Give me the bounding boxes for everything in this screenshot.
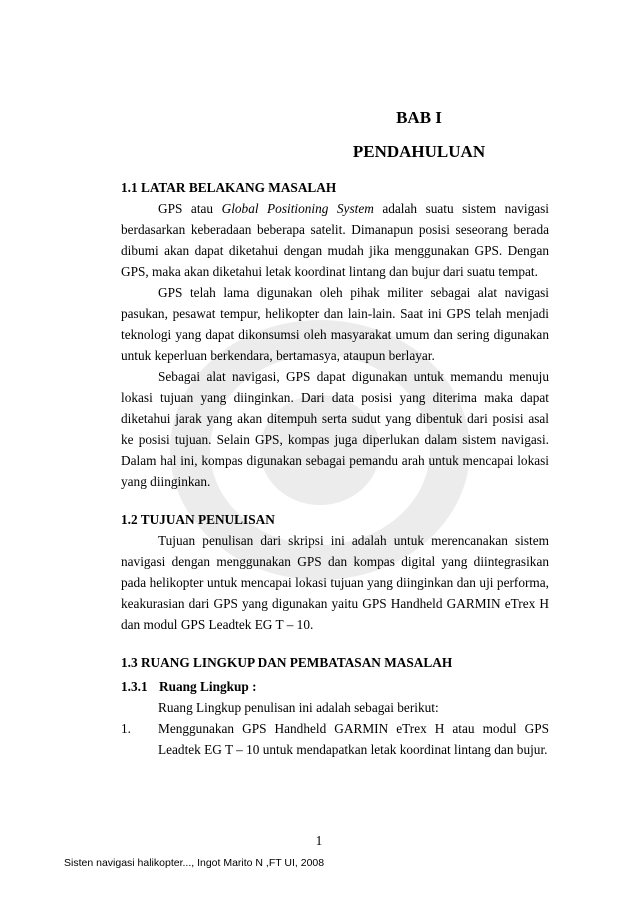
chapter-title: PENDAHULUAN [352,142,486,161]
paragraph: GPS telah lama digunakan oleh pihak militer sebagai alat navigasi pasukan, pesawat tempur, helikopter dan lain-lain. Saat ini GPS telah menjadi teknologi yang dapat dikonsumsi oleh masyarakat umum dan sering digunakan untuk keperluan berkendara, bertamasya, ataupun berlayar. [121,285,549,363]
section-heading: 1.1 LATAR BELAKANG MASALAH [121,180,337,195]
section-heading: 1.2 TUJUAN PENULISAN [121,512,275,527]
page-number: 1 [315,833,323,848]
subsection-heading: 1.3.1 Ruang Lingkup : [121,679,257,694]
document-body [121,178,549,760]
paragraph: GPS atau Global Positioning System adalah suatu sistem navigasi berdasarkan keberadaan beberapa satelit. Dimanapun posisi seseorang berada dibumi akan dapat diketahui dengan mudah jika menggunakan GPS. Dengan GPS, maka akan diketahui letak koordinat lintang dan bujur dari suatu tempat. [121,201,549,279]
section-heading: 1.3 RUANG LINGKUP DAN PEMBATASAN MASALAH [121,655,453,670]
chapter-label: BAB I [396,108,442,127]
paragraph: Ruang Lingkup penulisan ini adalah sebagai berikut: [158,700,439,715]
emphasis-term: Global Positioning System [221,201,374,216]
list-item: 1. Menggunakan GPS Handheld GARMIN eTrex H atau modul GPS Leadtek EG T – 10 untuk mendapatkan letak koordinat lintang dan bujur. [121,718,549,760]
paragraph: Sebagai alat navigasi, GPS dapat digunakan untuk memandu menuju lokasi tujuan yang diinginkan. Dari data posisi yang diterima maka dapat diketahui jarak yang akan ditempuh serta sudut yang dibentuk dari posisi asal ke posisi tujuan. Selain GPS, kompas juga diperlukan dalam sistem navigasi. Dalam hal ini, kompas digunakan sebagai pemandu arah untuk mencapai lokasi yang diinginkan. [121,369,549,489]
list-marker: 1. [121,721,131,736]
page-footer: Sisten navigasi halikopter..., Ingot Marito N ,FT UI, 2008 [64,857,325,869]
paragraph: Tujuan penulisan dari skripsi ini adalah untuk merencanakan sistem navigasi dengan menggunakan GPS dan kompas digital yang diintegrasikan pada helikopter untuk mencapai lokasi tujuan yang diinginkan dan uji performa, keakurasian dari GPS yang digunakan yaitu GPS Handheld GARMIN eTrex H dan modul GPS Leadtek EG T – 10. [121,533,549,632]
